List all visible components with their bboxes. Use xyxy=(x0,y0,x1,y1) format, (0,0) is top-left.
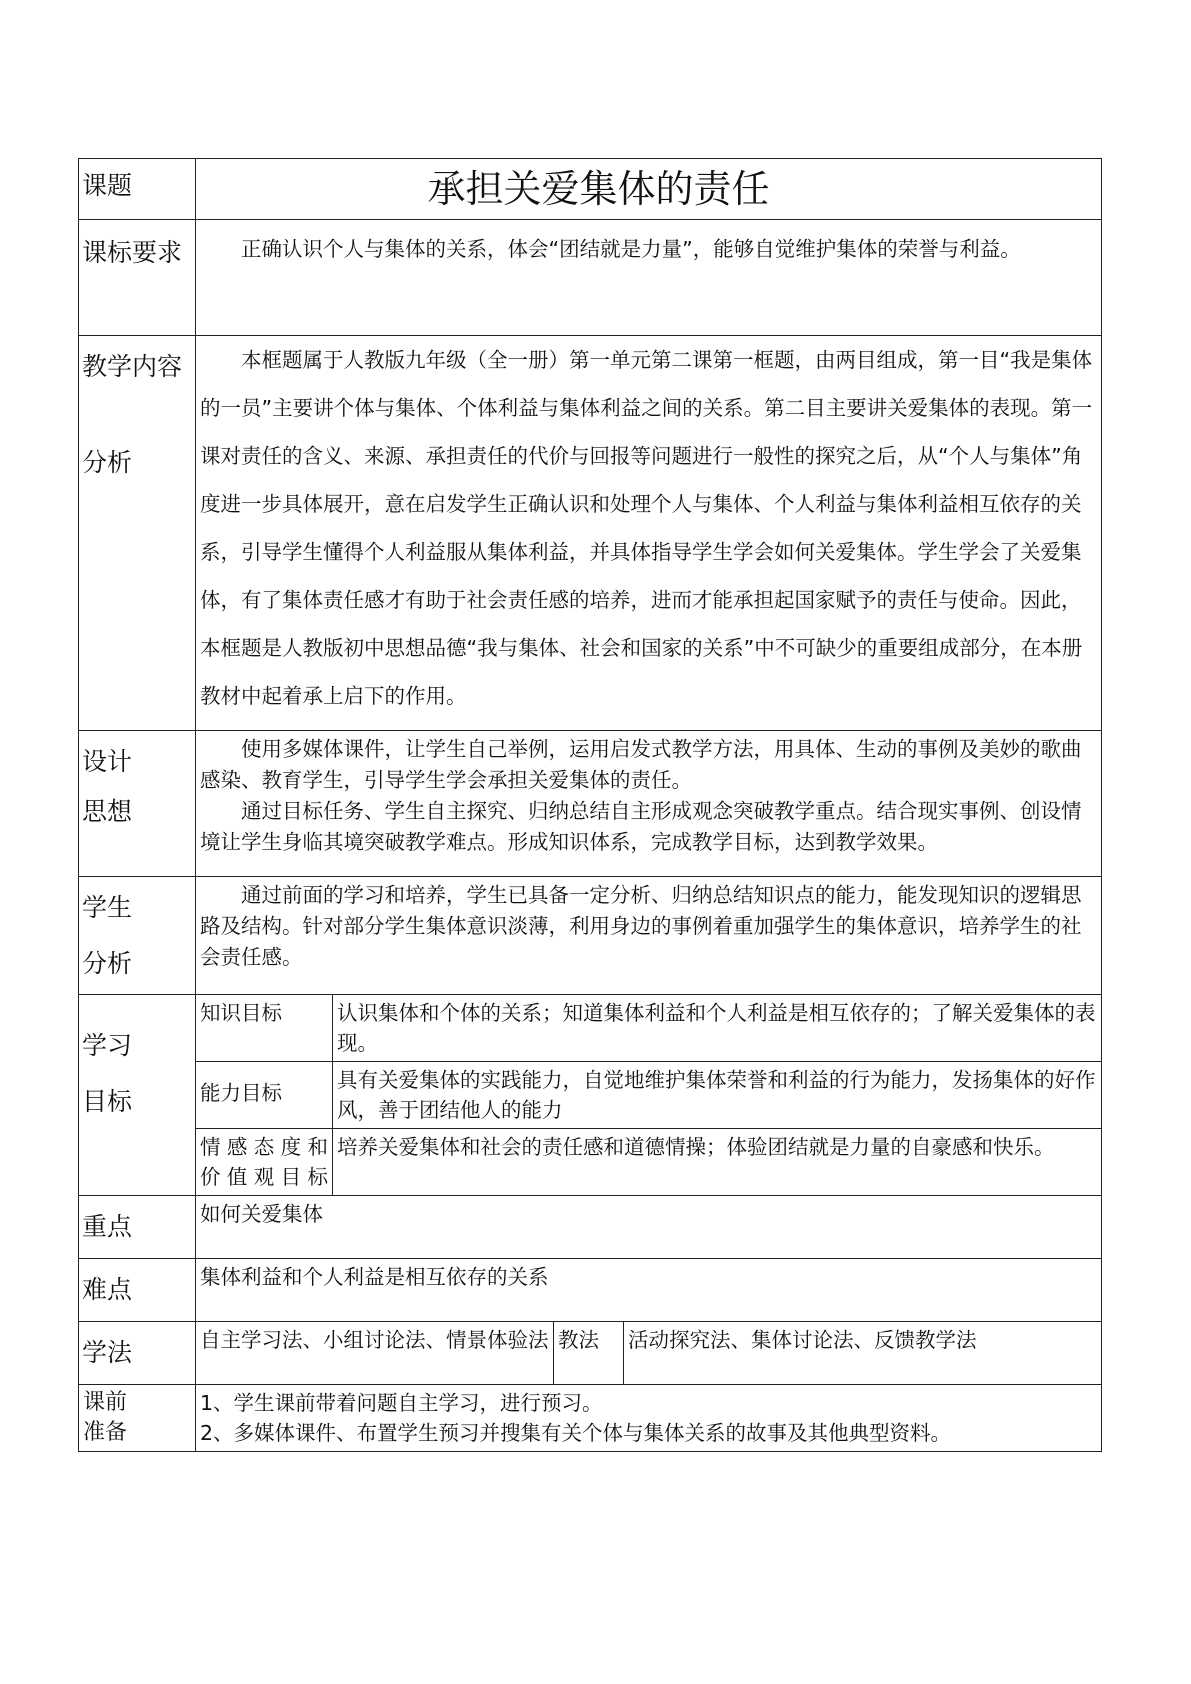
standard-text: 正确认识个人与集体的关系，体会“团结就是力量”，能够自觉维护集体的荣誉与利益。 xyxy=(241,237,1021,261)
design-para-2: 通过目标任务、学生自主探究、归纳总结自主形成观念突破教学重点。结合现实事例、创设情境让学生身临其境突破教学难点。形成知识体系，完成教学目标，达到教学效果。 xyxy=(200,799,1082,854)
standard-row xyxy=(79,220,1102,336)
teaching-methods-label: 教法 xyxy=(558,1328,599,1352)
goal-ability-row xyxy=(79,1062,1102,1129)
content-label-cell xyxy=(79,336,196,731)
design-row xyxy=(79,731,1102,877)
preparation-label-line1: 课前 xyxy=(83,1390,128,1415)
difficulty-label: 难点 xyxy=(82,1275,133,1304)
methods-row xyxy=(79,1322,1102,1385)
standard-label: 课标要求 xyxy=(82,238,183,267)
preparation-item-1: 1、学生课前带着问题自主学习，进行预习。 xyxy=(200,1391,603,1415)
methods-label-cell xyxy=(79,1322,196,1385)
ability-text-cell xyxy=(333,1062,1102,1129)
preparation-item-2: 2、多媒体课件、布置学生预习并搜集有关个体与集体关系的故事及其他典型资料。 xyxy=(200,1421,952,1445)
difficulty-text-cell xyxy=(196,1259,1102,1322)
content-row xyxy=(79,336,1102,731)
content-label-line2: 分析 xyxy=(82,448,133,477)
key-text-cell xyxy=(196,1196,1102,1259)
knowledge-goal-text: 认识集体和个体的关系；知道集体利益和个人利益是相互依存的；了解关爱集体的表现。 xyxy=(337,1001,1096,1055)
design-para-1: 使用多媒体课件，让学生自己举例，运用启发式教学方法，用具体、生动的事例及美妙的歌曲感染、教育学生，引导学生学会承担关爱集体的责任。 xyxy=(200,737,1082,792)
content-label-line1: 教学内容 xyxy=(82,352,183,381)
topic-label-cell xyxy=(79,159,196,220)
learning-methods-text: 自主学习法、小组讨论法、情景体验法 xyxy=(200,1328,549,1352)
knowledge-label-cell xyxy=(196,995,333,1062)
key-row xyxy=(79,1196,1102,1259)
emotion-goal-label-line1: 情感态度和 xyxy=(200,1135,328,1159)
topic-value-cell xyxy=(196,159,1102,220)
goals-label-line1: 学习 xyxy=(82,1031,133,1060)
preparation-label-line2: 准备 xyxy=(83,1420,128,1445)
preparation-label-cell xyxy=(79,1385,196,1452)
goal-knowledge-row xyxy=(79,995,1102,1062)
preparation-text-cell xyxy=(196,1385,1102,1452)
difficulty-text: 集体利益和个人利益是相互依存的关系 xyxy=(200,1265,549,1289)
methods-label: 学法 xyxy=(82,1338,133,1367)
difficulty-row xyxy=(79,1259,1102,1322)
goals-label-line2: 目标 xyxy=(82,1087,133,1116)
knowledge-text-cell xyxy=(333,995,1102,1062)
design-text-cell xyxy=(196,731,1102,877)
ability-goal-text: 具有关爱集体的实践能力，自觉地维护集体荣誉和利益的行为能力，发扬集体的好作风，善于团结他人的能力 xyxy=(337,1068,1096,1122)
goal-emotion-row xyxy=(79,1129,1102,1196)
page-title: 承担关爱集体的责任 xyxy=(427,167,770,211)
emotion-text-cell xyxy=(333,1129,1102,1196)
preparation-row xyxy=(79,1385,1102,1452)
design-label-line1: 设计 xyxy=(82,747,133,776)
standard-text-cell xyxy=(196,220,1102,336)
teaching-methods-cell xyxy=(624,1322,1102,1385)
student-label-cell xyxy=(79,877,196,995)
teaching-label-cell xyxy=(554,1322,624,1385)
content-text: 本框题属于人教版九年级（全一册）第一单元第二课第一框题，由两目组成，第一目“我是集体的一员”主要讲个体与集体、个体利益与集体利益之间的关系。第二目主要讲关爱集体的表现。第一课对责任的含义、来源、承担责任的代价与回报等问题进行一般性的探究之后，从“个人与集体”角度进一步具体展开，意在启发学生正确认识和处理个人与集体、个人利益与集体利益相互依存的关系，引导学生懂得个人利益服从集体利益，并具体指导学生学会如何关爱集体。学生学会了关爱集体，有了集体责任感才有助于社会责任感的培养，进而才能承担起国家赋予的责任与使命。因此，本框题是人教版初中思想品德“我与集体、社会和国家的关系”中不可缺少的重要组成部分，在本册教材中起着承上启下的作用。 xyxy=(200,348,1093,708)
emotion-goal-label-line2: 价值观目标 xyxy=(200,1165,328,1189)
ability-goal-label: 能力目标 xyxy=(200,1081,282,1105)
student-text-cell xyxy=(196,877,1102,995)
student-label-line1: 学生 xyxy=(82,893,133,922)
standard-label-cell xyxy=(79,220,196,336)
teaching-methods-text: 活动探究法、集体讨论法、反馈教学法 xyxy=(628,1328,977,1352)
lesson-plan-table xyxy=(78,158,1102,1452)
design-label-cell xyxy=(79,731,196,877)
learning-methods-cell xyxy=(196,1322,554,1385)
emotion-goal-text: 培养关爱集体和社会的责任感和道德情操；体验团结就是力量的自豪感和快乐。 xyxy=(337,1135,1055,1159)
key-text: 如何关爱集体 xyxy=(200,1202,323,1226)
key-label-cell xyxy=(79,1196,196,1259)
student-text: 通过前面的学习和培养，学生已具备一定分析、归纳总结知识点的能力，能发现知识的逻辑思路及结构。针对部分学生集体意识淡薄，利用身边的事例着重加强学生的集体意识，培养学生的社会责任感。 xyxy=(200,883,1082,969)
key-label: 重点 xyxy=(82,1212,133,1241)
difficulty-label-cell xyxy=(79,1259,196,1322)
emotion-label-cell xyxy=(196,1129,333,1196)
goals-label-cell xyxy=(79,995,196,1196)
topic-row xyxy=(79,159,1102,220)
knowledge-goal-label: 知识目标 xyxy=(200,1001,282,1025)
topic-label: 课题 xyxy=(82,171,133,200)
student-label-line2: 分析 xyxy=(82,949,133,978)
content-text-cell xyxy=(196,336,1102,731)
ability-label-cell xyxy=(196,1062,333,1129)
design-label-line2: 思想 xyxy=(82,797,133,826)
student-row xyxy=(79,877,1102,995)
